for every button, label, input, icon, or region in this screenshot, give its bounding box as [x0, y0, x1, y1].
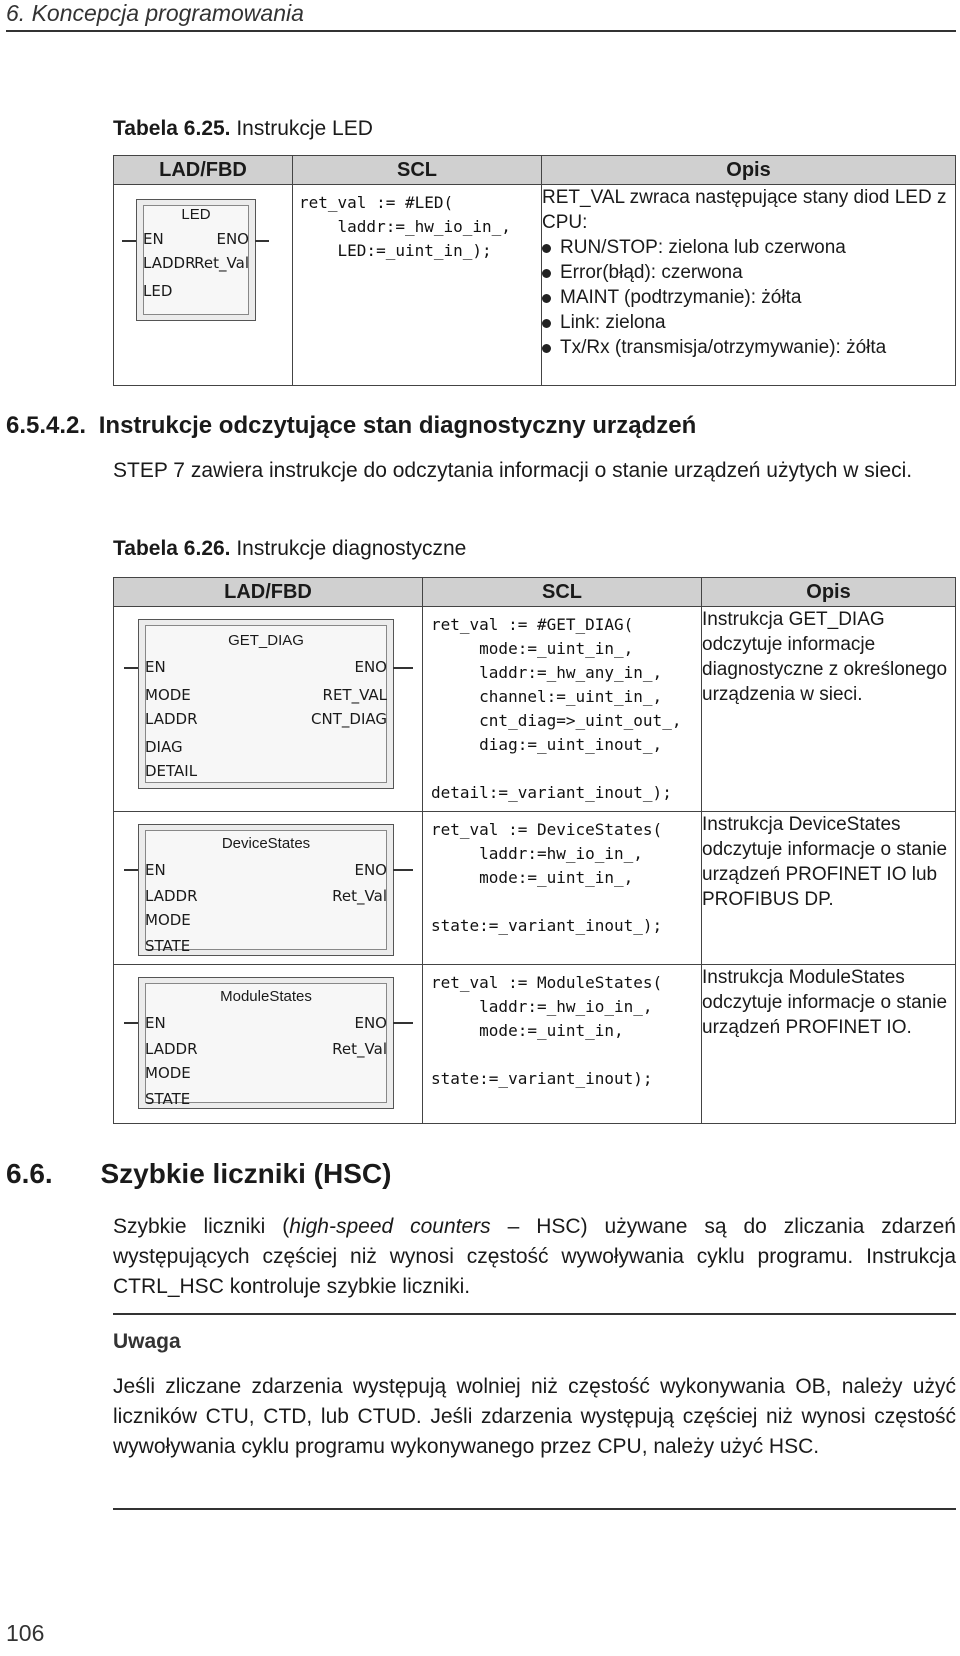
modulestates-lad-cell — [114, 965, 423, 1124]
led-pin-en: EN — [143, 230, 164, 248]
modulestates-pin-eno: ENO — [354, 1014, 387, 1032]
list-item: Tx/Rx (transmisja/otrzymywanie): żółta — [542, 335, 955, 360]
note-top-rule — [113, 1313, 956, 1315]
page-number: 106 — [6, 1620, 45, 1646]
col-header-lad: LAD/FBD — [114, 156, 293, 185]
led-opis-cell — [542, 185, 956, 386]
modulestates-pin-en: EN — [145, 1014, 166, 1032]
led-scl-cell — [293, 185, 542, 386]
led-block-title: LED — [181, 206, 211, 223]
devicestates-pin-retval: Ret_Val — [332, 887, 387, 905]
table-625-caption-text: Instrukcje LED — [230, 117, 373, 140]
modulestates-pin-mode: MODE — [145, 1064, 191, 1082]
section-6542-title: Instrukcje odczytujące stan diagnostyczny urządzeń — [98, 412, 697, 439]
modulestates-block — [138, 977, 394, 1109]
section-6542-number: 6.5.4.2. — [6, 412, 87, 439]
led-scl-code: ret_val := #LED( laddr:=_hw_io_in_, LED:=_uint_in_); — [299, 193, 511, 260]
note-title: Uwaga — [113, 1330, 181, 1353]
getdiag-pin-mode: MODE — [145, 686, 191, 704]
col-header-opis: Opis — [542, 156, 956, 185]
paragraph-hsc-italic: high-speed counters — [289, 1215, 491, 1238]
col-header-scl: SCL — [423, 578, 702, 607]
led-opis-list — [542, 235, 955, 360]
devicestates-pin-eno: ENO — [354, 861, 387, 879]
table-625-caption-number: Tabela 6.25. — [113, 117, 231, 140]
led-pin-retval: Ret_Val — [194, 254, 249, 272]
getdiag-block — [138, 619, 394, 789]
running-head: 6. Koncepcja programowania — [6, 0, 304, 26]
list-item: RUN/STOP: zielona lub czerwona — [542, 235, 955, 260]
modulestates-opis-text: Instrukcja ModuleStates odczytuje informacje o stanie urządzeń PROFINET IO. — [702, 967, 948, 1038]
getdiag-pin-en: EN — [145, 658, 166, 676]
devicestates-block — [138, 824, 394, 956]
devicestates-scl-cell — [423, 812, 702, 965]
devicestates-pin-state: STATE — [145, 937, 191, 955]
devicestates-opis-cell — [702, 812, 956, 965]
devicestates-pin-laddr: LADDR — [145, 887, 198, 905]
getdiag-wire-en — [124, 667, 138, 669]
devicestates-pin-en: EN — [145, 861, 166, 879]
section-66-heading — [6, 1158, 391, 1190]
getdiag-pin-diag: DIAG — [145, 738, 183, 756]
led-lad-cell — [114, 185, 293, 386]
getdiag-pin-retval: RET_VAL — [322, 686, 387, 704]
col-header-lad: LAD/FBD — [114, 578, 423, 607]
modulestates-wire-en — [124, 1022, 138, 1024]
table-625-caption — [113, 117, 373, 141]
section-6542-heading — [6, 412, 696, 440]
getdiag-wire-eno — [393, 667, 413, 669]
table-626-caption-number: Tabela 6.26. — [113, 537, 231, 560]
led-pin-led: LED — [143, 282, 173, 300]
table-625 — [113, 155, 956, 386]
getdiag-pin-eno: ENO — [354, 658, 387, 676]
table-row — [114, 965, 956, 1124]
section-66-number: 6.6. — [6, 1158, 53, 1189]
paragraph-hsc — [113, 1212, 956, 1302]
note-text: Jeśli zliczane zdarzenia występują wolniej niż częstość wykonywania OB, należy użyć liczników CTU, CTD, lub CTUD. Jeśli zdarzenia występują częściej niż wynosi częstość wywoływania cyklu programu wykonywanego przez CPU, należy użyć HSC. — [113, 1375, 956, 1458]
modulestates-scl-cell — [423, 965, 702, 1124]
led-pin-laddr: LADDR — [143, 254, 196, 272]
table-626-caption-text: Instrukcje diagnostyczne — [230, 537, 467, 560]
modulestates-opis-cell — [702, 965, 956, 1124]
devicestates-scl-code: ret_val := DeviceStates( laddr:=hw_io_in_, mode:=_uint_in_, state:=_variant_inout_); — [431, 820, 663, 935]
devicestates-wire-en — [124, 869, 138, 871]
getdiag-pin-detail: DETAIL — [145, 762, 198, 780]
col-header-scl: SCL — [293, 156, 542, 185]
section-66-title: Szybkie liczniki (HSC) — [100, 1158, 392, 1189]
led-wire-en — [122, 240, 136, 242]
table-row — [114, 607, 956, 812]
getdiag-pin-cntdiag: CNT_DIAG — [311, 710, 387, 728]
getdiag-pin-laddr: LADDR — [145, 710, 198, 728]
devicestates-lad-cell — [114, 812, 423, 965]
devicestates-pin-mode: MODE — [145, 911, 191, 929]
getdiag-opis-cell — [702, 607, 956, 812]
table-row — [114, 812, 956, 965]
getdiag-scl-cell — [423, 607, 702, 812]
led-block — [136, 199, 256, 321]
modulestates-wire-eno — [393, 1022, 413, 1024]
list-item: MAINT (podtrzymanie): żółta — [542, 285, 955, 310]
header-rule — [6, 30, 956, 32]
modulestates-pin-state: STATE — [145, 1090, 191, 1108]
getdiag-block-title: GET_DIAG — [228, 632, 304, 649]
paragraph-step7: STEP 7 zawiera instrukcje do odczytania informacji o stanie urządzeń użytych w sieci. — [113, 459, 913, 482]
col-header-opis: Opis — [702, 578, 956, 607]
modulestates-scl-code: ret_val := ModuleStates( laddr:=_hw_io_in_, mode:=_uint_in, state:=_variant_inout); — [431, 973, 663, 1088]
paragraph-hsc-part1: Szybkie liczniki ( — [113, 1215, 290, 1238]
led-wire-eno — [255, 240, 269, 242]
getdiag-lad-cell — [114, 607, 423, 812]
modulestates-block-title: ModuleStates — [220, 988, 312, 1005]
getdiag-opis-text: Instrukcja GET_DIAG odczytuje informacje diagnostyczne z określonego urządzenia w sieci. — [702, 609, 948, 705]
led-pin-eno: ENO — [216, 230, 249, 248]
list-item: Link: zielona — [542, 310, 955, 335]
table-626 — [113, 577, 956, 1124]
devicestates-opis-text: Instrukcja DeviceStates odczytuje informacje o stanie urządzeń PROFINET IO lub PROFIBUS DP. — [702, 814, 948, 910]
modulestates-pin-retval: Ret_Val — [332, 1040, 387, 1058]
list-item: Error(błąd): czerwona — [542, 260, 955, 285]
paragraph-hsc-part2: – HSC) używane są do zliczania zdarzeń występujących częściej niż wynosi częstość wywoływania cyklu programu. Instrukcja CTRL_HSC kontroluje szybkie liczniki. — [113, 1215, 956, 1298]
led-opis-intro: RET_VAL zwraca następujące stany diod LED z CPU: — [542, 187, 947, 233]
devicestates-wire-eno — [393, 869, 413, 871]
devicestates-block-title: DeviceStates — [221, 835, 311, 852]
note-bottom-rule — [113, 1508, 956, 1510]
table-626-caption — [113, 537, 466, 561]
modulestates-pin-laddr: LADDR — [145, 1040, 198, 1058]
getdiag-scl-code: ret_val := #GET_DIAG( mode:=_uint_in_, laddr:=_hw_any_in_, channel:=_uint_in_, cnt_diag=>_uint_out_, diag:=_uint_inout_, detail:=_variant_inout_); — [431, 615, 682, 802]
